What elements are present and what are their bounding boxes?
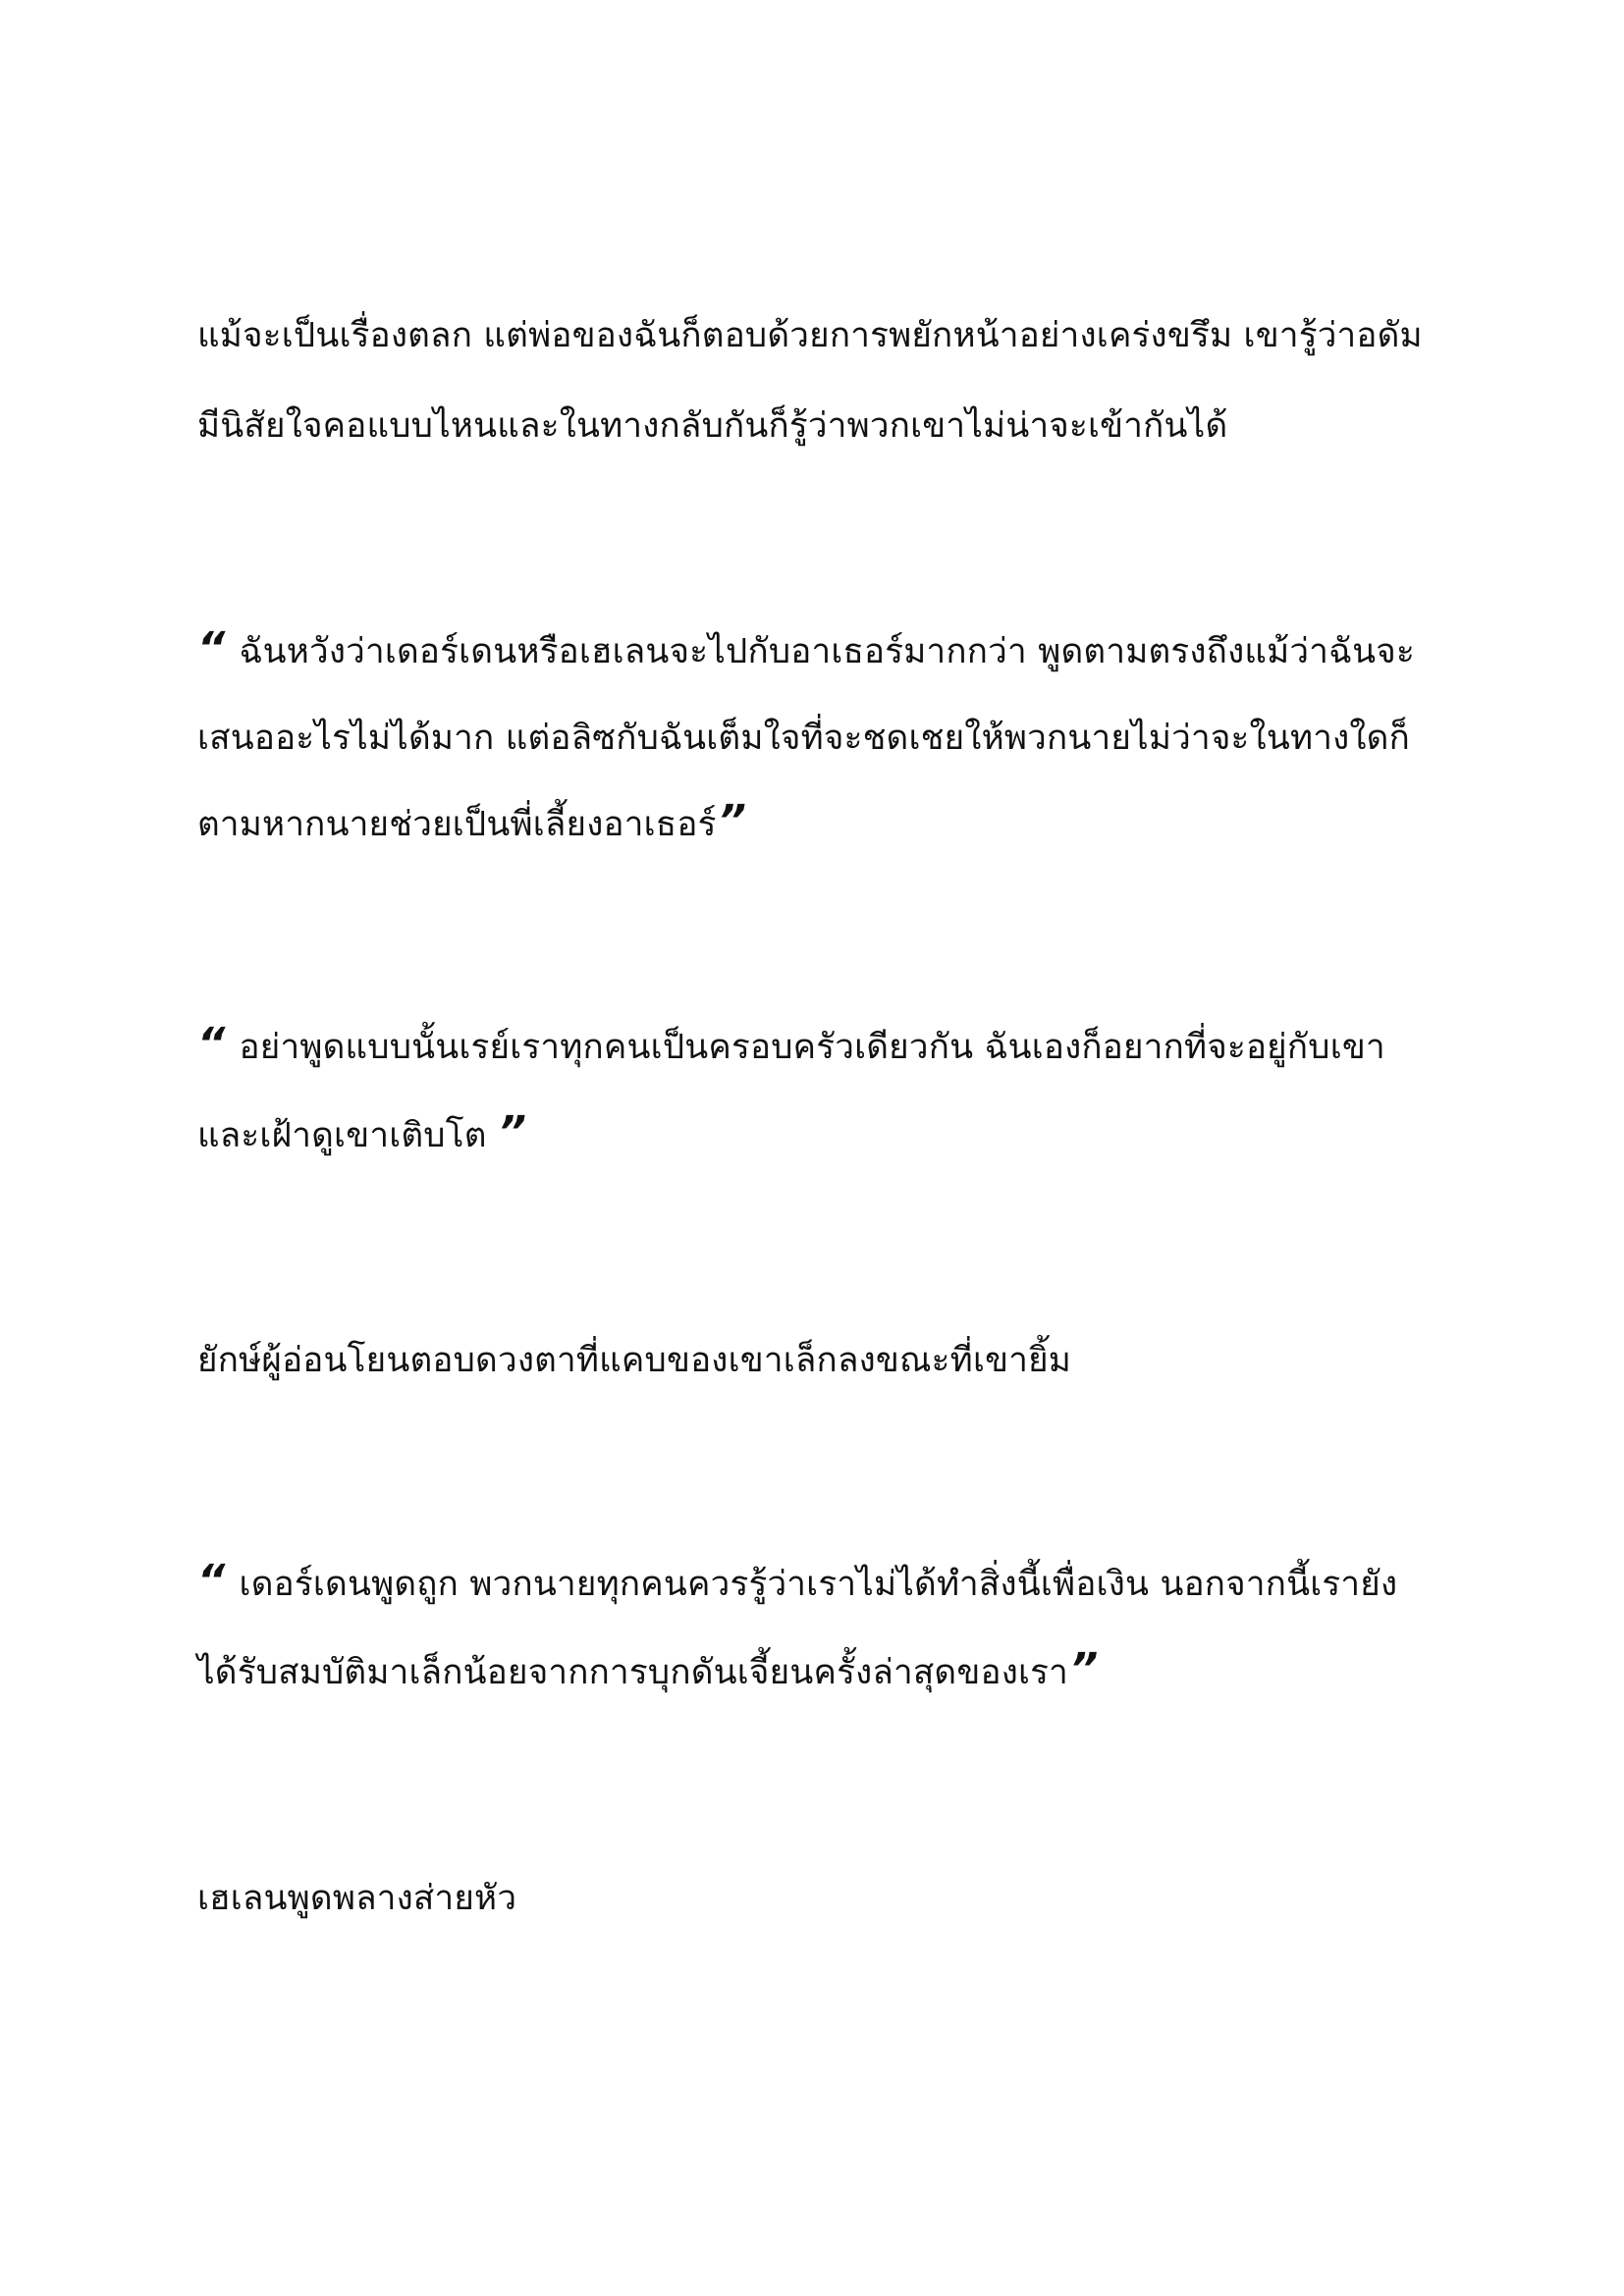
paragraph-text: มีนิสัยใจคอแบบไหนและในทางกลับกันก็รู้ว่าพวกเขาไม่น่าจะเข้ากันได้ bbox=[197, 406, 1228, 446]
open-quote-mark: “ bbox=[197, 1556, 226, 1606]
paragraph-text: เสนออะไรไม่ได้มาก แต่อลิซกับฉันเต็มใจที่จะชดเชยให้พวกนายไม่ว่าจะในทางใดก็ bbox=[197, 719, 1410, 758]
paragraph-text: เฮเลนพูดพลางส่ายหัว bbox=[197, 1879, 517, 1918]
paragraph-3-line-2 bbox=[197, 1107, 1474, 1159]
paragraph-text: ตามหากนายช่วยเป็นพี่เลี้ยงอาเธอร์ bbox=[197, 805, 717, 844]
paragraph-text: แม้จะเป็นเรื่องตลก แต่พ่อของฉันก็ตอบด้วยการพยักหน้าอย่างเคร่งขรึม เขารู้ว่าอดัม bbox=[197, 316, 1423, 355]
paragraph-5-line-1 bbox=[197, 1556, 1474, 1608]
paragraph-2-line-1 bbox=[197, 623, 1474, 675]
paragraph-text: ฉันหวังว่าเดอร์เดนหรือเฮเลนจะไปกับอาเธอร์มากกว่า พูดตามตรงถึงแม้ว่าฉันจะ bbox=[239, 632, 1415, 671]
close-quote-mark: ” bbox=[498, 1107, 527, 1157]
paragraph-1-line-1 bbox=[197, 312, 1474, 359]
paragraph-2-line-2 bbox=[197, 715, 1474, 762]
paragraph-6-line-1 bbox=[197, 1875, 1474, 1922]
open-quote-mark: “ bbox=[197, 1019, 226, 1069]
paragraph-text: ได้รับสมบัติมาเล็กน้อยจากการบุกดันเจี้ยนครั้งล่าสุดของเรา bbox=[197, 1653, 1069, 1692]
paragraph-4-line-1 bbox=[197, 1337, 1474, 1384]
paragraph-text: และเฝ้าดูเขาเติบโต bbox=[197, 1116, 487, 1155]
paragraph-text: ยักษ์ผู้อ่อนโยนตอบดวงตาที่แคบของเขาเล็กลงขณะที่เขายิ้ม bbox=[197, 1341, 1072, 1380]
paragraph-3-line-1 bbox=[197, 1019, 1474, 1071]
close-quote-mark: ” bbox=[718, 796, 747, 846]
paragraph-2-line-3 bbox=[197, 796, 1474, 848]
paragraph-text: อย่าพูดแบบนั้นเรย์เราทุกคนเป็นครอบครัวเดียวกัน ฉันเองก็อยากที่จะอยู่กับเขา bbox=[239, 1028, 1385, 1067]
paragraph-1-line-2 bbox=[197, 402, 1474, 450]
close-quote-mark: ” bbox=[1070, 1644, 1099, 1694]
paragraph-5-line-2 bbox=[197, 1644, 1474, 1696]
paragraph-text: เดอร์เดนพูดถูก พวกนายทุกคนควรรู้ว่าเราไม่ได้ทำสิ่งนี้เพื่อเงิน นอกจากนี้เรายัง bbox=[239, 1565, 1398, 1604]
open-quote-mark: “ bbox=[197, 623, 226, 673]
